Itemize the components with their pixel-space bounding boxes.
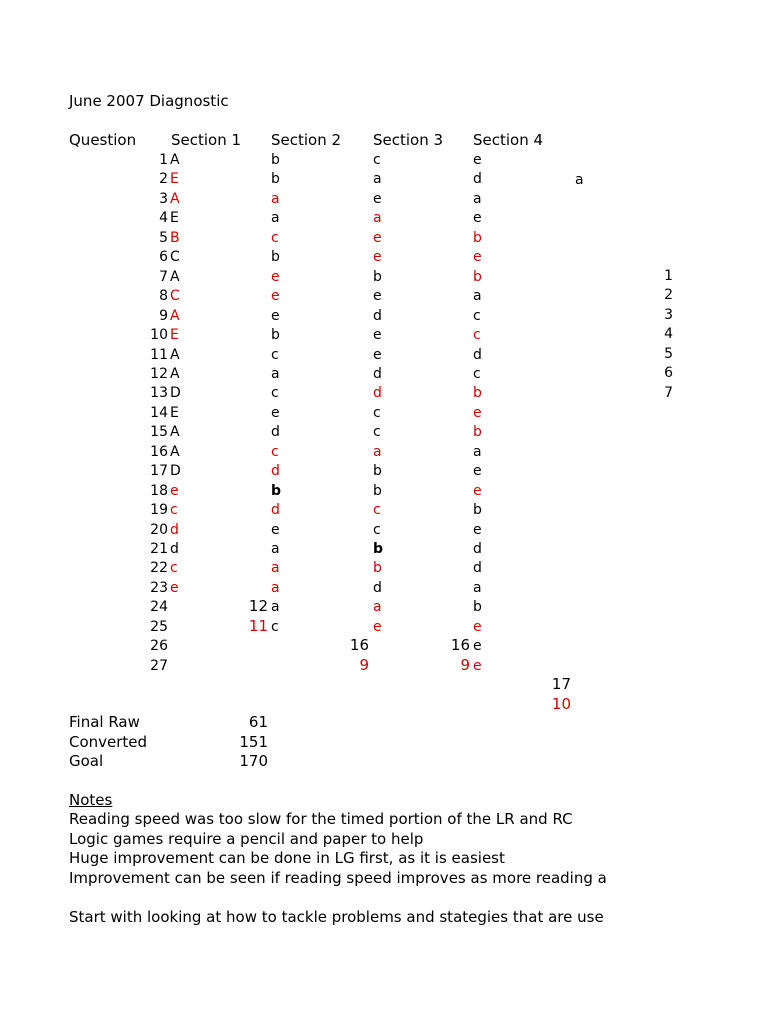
answer-cell-s4: d — [473, 347, 482, 363]
answer-cell-s1: C — [170, 249, 180, 265]
question-number: 4 — [159, 210, 168, 226]
answer-cell-s2: c — [271, 347, 279, 363]
answer-cell-s3: b — [373, 541, 384, 557]
question-number: 24 — [150, 599, 168, 615]
answer-cell-s3: e — [373, 191, 382, 207]
answer-cell-s1: D — [170, 385, 181, 401]
answer-cell-s3: d — [373, 580, 382, 596]
note-line: Logic games require a pencil and paper to help — [69, 831, 424, 847]
side-number: 4 — [664, 326, 673, 342]
answer-cell-s4: e — [473, 405, 482, 421]
answer-cell-s3: c — [373, 502, 381, 518]
question-number: 5 — [159, 230, 168, 246]
question-number: 11 — [150, 347, 168, 363]
answer-cell-s1: A — [170, 191, 180, 207]
question-number: 8 — [159, 288, 168, 304]
answer-cell-s3: d — [373, 308, 382, 324]
answer-cell-s1: D — [170, 463, 181, 479]
answer-cell-s3: c — [373, 405, 381, 421]
answer-cell-s3: d — [373, 385, 382, 401]
answer-cell-s4: a — [473, 191, 482, 207]
answer-cell-s2: c — [271, 444, 279, 460]
question-number: 14 — [150, 405, 168, 421]
answer-cell-s3: e — [373, 327, 382, 343]
answer-cell-s2: b — [271, 249, 280, 265]
answer-cell-s3: b — [373, 269, 382, 285]
note-line: Start with looking at how to tackle problems and stategies that are use — [69, 909, 604, 925]
answer-cell-s4: a — [473, 580, 482, 596]
answer-cell-s3: a — [373, 210, 382, 226]
question-number: 17 — [150, 463, 168, 479]
answer-cell-s4: e — [473, 152, 482, 168]
answer-cell-s2: b — [271, 171, 280, 187]
section-3-wrong: 9 — [460, 656, 470, 674]
question-number: 27 — [150, 658, 168, 674]
answer-cell-s4: a — [473, 288, 482, 304]
answer-cell-s1: A — [170, 424, 180, 440]
question-number: 9 — [159, 308, 168, 324]
answer-cell-s1: c — [170, 502, 178, 518]
side-number: 7 — [664, 385, 673, 401]
question-number: 10 — [150, 327, 168, 343]
answer-cell-s3: e — [373, 288, 382, 304]
answer-cell-s3: c — [373, 522, 381, 538]
answer-cell-s2: a — [271, 191, 280, 207]
answer-cell-s4: e — [473, 522, 482, 538]
answer-cell-s4: b — [473, 424, 482, 440]
answer-cell-s4: b — [473, 599, 482, 615]
answer-cell-s1: e — [170, 483, 179, 499]
answer-cell-s1: c — [170, 560, 178, 576]
question-number: 3 — [159, 191, 168, 207]
question-number: 20 — [150, 522, 168, 538]
note-line: Improvement can be seen if reading speed improves as more reading a — [69, 870, 607, 886]
answer-cell-s4: e — [473, 619, 482, 635]
answer-cell-s1: A — [170, 269, 180, 285]
answer-cell-s3: e — [373, 619, 382, 635]
answer-cell-s3: e — [373, 230, 382, 246]
question-number: 26 — [150, 638, 168, 654]
section-1-wrong: 11 — [248, 617, 268, 635]
question-number: 21 — [150, 541, 168, 557]
question-number: 22 — [150, 560, 168, 576]
answer-cell-s1: E — [170, 327, 179, 343]
header-section-3: Section 3 — [373, 131, 444, 149]
question-number: 2 — [159, 171, 168, 187]
answer-cell-s2: a — [271, 541, 280, 557]
question-number: 12 — [150, 366, 168, 382]
answer-cell-s1: E — [170, 171, 179, 187]
answer-cell-s1: A — [170, 308, 180, 324]
answer-cell-s2: a — [271, 210, 280, 226]
answer-cell-s2: e — [271, 269, 280, 285]
header-section-4: Section 4 — [473, 131, 544, 149]
converted-value: 151 — [239, 733, 268, 751]
question-number: 19 — [150, 502, 168, 518]
question-number: 1 — [159, 152, 168, 168]
answer-cell-s4: b — [473, 269, 482, 285]
answer-cell-s2: d — [271, 502, 280, 518]
answer-cell-s2: a — [271, 599, 280, 615]
side-number: 3 — [664, 307, 673, 323]
answer-cell-s2: d — [271, 424, 280, 440]
side-note: a — [575, 172, 584, 188]
note-line: Huge improvement can be done in LG first, as it is easiest — [69, 850, 505, 866]
answer-cell-s3: e — [373, 347, 382, 363]
answer-cell-s1: E — [170, 210, 179, 226]
answer-cell-s4: a — [473, 444, 482, 460]
answer-cell-s2: a — [271, 580, 280, 596]
answer-cell-s4: b — [473, 385, 482, 401]
answer-cell-s2: e — [271, 288, 280, 304]
answer-cell-s3: a — [373, 171, 382, 187]
answer-cell-s4: c — [473, 327, 481, 343]
question-number: 16 — [150, 444, 168, 460]
section-3-correct: 16 — [450, 636, 470, 654]
answer-cell-s4: c — [473, 308, 481, 324]
final-raw-value: 61 — [248, 713, 268, 731]
answer-cell-s3: b — [373, 560, 382, 576]
answer-cell-s2: c — [271, 385, 279, 401]
side-number: 6 — [664, 365, 673, 381]
answer-cell-s2: e — [271, 308, 280, 324]
answer-cell-s4: d — [473, 171, 482, 187]
answer-cell-s4: e — [473, 249, 482, 265]
answer-cell-s4: e — [473, 463, 482, 479]
answer-cell-s3: c — [373, 424, 381, 440]
answer-cell-s3: b — [373, 483, 382, 499]
answer-cell-s4: b — [473, 502, 482, 518]
goal-value: 170 — [239, 752, 268, 770]
answer-cell-s2: b — [271, 483, 282, 499]
answer-cell-s1: e — [170, 580, 179, 596]
answer-cell-s4: c — [473, 366, 481, 382]
question-number: 25 — [150, 619, 168, 635]
answer-cell-s1: d — [170, 541, 179, 557]
answer-cell-s4: e — [473, 638, 482, 654]
answer-cell-s1: A — [170, 347, 180, 363]
answer-cell-s2: e — [271, 522, 280, 538]
answer-cell-s2: b — [271, 327, 280, 343]
answer-cell-s2: c — [271, 619, 279, 635]
answer-cell-s2: e — [271, 405, 280, 421]
answer-cell-s3: e — [373, 249, 382, 265]
answer-cell-s3: a — [373, 599, 382, 615]
section-4-wrong: 10 — [551, 695, 571, 713]
side-number: 5 — [664, 346, 673, 362]
answer-cell-s2: b — [271, 152, 280, 168]
goal-label: Goal — [69, 752, 104, 770]
answer-cell-s3: c — [373, 152, 381, 168]
section-4-correct: 17 — [551, 675, 571, 693]
section-2-correct: 16 — [349, 636, 369, 654]
document-title: June 2007 Diagnostic — [69, 92, 229, 110]
answer-cell-s2: a — [271, 560, 280, 576]
header-question: Question — [69, 131, 137, 149]
answer-cell-s4: e — [473, 210, 482, 226]
section-1-correct: 12 — [248, 597, 268, 615]
answer-cell-s1: A — [170, 366, 180, 382]
answer-cell-s1: d — [170, 522, 179, 538]
header-section-2: Section 2 — [271, 131, 342, 149]
answer-cell-s1: A — [170, 444, 180, 460]
answer-cell-s1: E — [170, 405, 179, 421]
answer-cell-s1: C — [170, 288, 180, 304]
question-number: 7 — [159, 269, 168, 285]
answer-cell-s2: d — [271, 463, 280, 479]
header-section-1: Section 1 — [171, 131, 242, 149]
answer-cell-s1: A — [170, 152, 180, 168]
answer-cell-s4: e — [473, 658, 482, 674]
side-number: 2 — [664, 287, 673, 303]
note-line: Reading speed was too slow for the timed portion of the LR and RC — [69, 811, 573, 827]
question-number: 18 — [150, 483, 168, 499]
answer-cell-s4: d — [473, 541, 482, 557]
answer-cell-s3: d — [373, 366, 382, 382]
final-raw-label: Final Raw — [69, 713, 140, 731]
answer-cell-s3: b — [373, 463, 382, 479]
answer-cell-s4: d — [473, 560, 482, 576]
answer-cell-s4: b — [473, 230, 482, 246]
answer-cell-s2: c — [271, 230, 279, 246]
notes-heading: Notes — [69, 791, 113, 809]
question-number: 23 — [150, 580, 168, 596]
answer-cell-s4: e — [473, 483, 482, 499]
answer-cell-s1: B — [170, 230, 180, 246]
question-number: 13 — [150, 385, 168, 401]
side-number: 1 — [664, 268, 673, 284]
answer-cell-s2: a — [271, 366, 280, 382]
question-number: 6 — [159, 249, 168, 265]
section-2-wrong: 9 — [359, 656, 369, 674]
answer-cell-s3: a — [373, 444, 382, 460]
converted-label: Converted — [69, 733, 148, 751]
question-number: 15 — [150, 424, 168, 440]
